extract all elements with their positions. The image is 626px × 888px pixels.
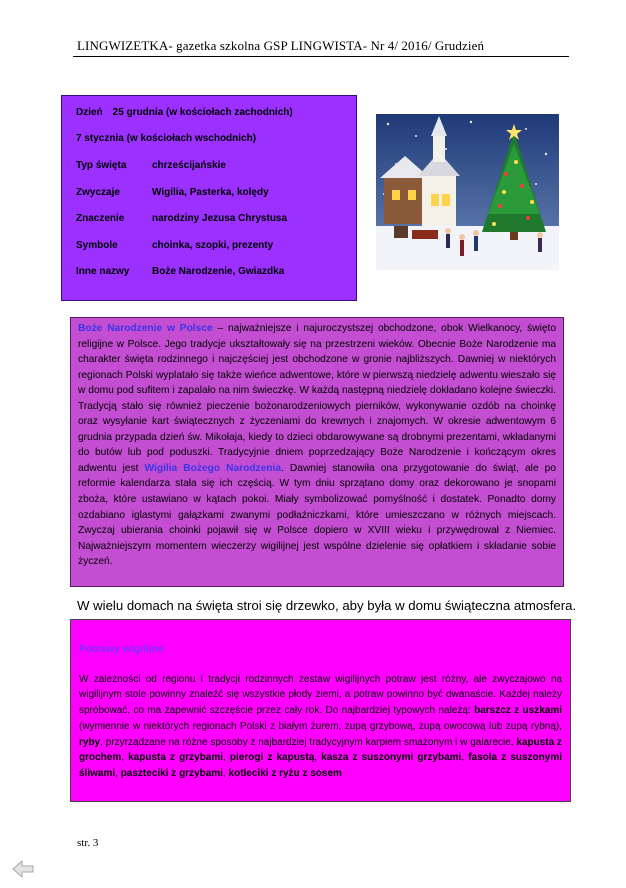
info-value: narodziny Jezusa Chrystusa <box>152 213 288 224</box>
winter-scene-image <box>376 114 559 270</box>
dish-name: barszcz z uszkami <box>474 705 562 717</box>
dish-name: kotleciki z ryżu z sosem <box>228 767 342 779</box>
article-text: W zależności od regionu i tradycji rodzinnych zestaw wigilijnych potraw jest różny, ale zwyczajowo na wigilijnym stole powinny znaleźć się wszystkie płody ziemi, a potraw powinno być dwanaście. Każdej należy spróbować, co ma zapewnić szczęście przez cały rok. Do najbardziej typowych należą: <box>79 673 562 717</box>
dish-name: kasza z suszonymi grzybami <box>321 752 462 764</box>
article-body <box>79 672 562 782</box>
back-arrow-icon-graphic <box>12 860 34 878</box>
separator: , <box>121 752 129 764</box>
info-key: Zwyczaje <box>76 187 120 198</box>
article-christmas-in-poland <box>70 317 564 587</box>
dish-name: kapusta z grochem <box>79 736 563 764</box>
article-heading: Boże Narodzenie w Polsce <box>78 323 213 334</box>
article-highlight: Wigilia Bożego Narodzenia <box>144 462 282 474</box>
separator: , <box>115 767 121 779</box>
article-text: , przyrządzane na różne sposoby z najbardziej tradycyjnym karpiem smażonym i w galarecie, <box>100 736 517 748</box>
article-text: . Dawniej stanowiła ona przygotowanie do świąt, ale po reformie kalendarza stała się ich częścią. W tym dniu sprzątano domy oraz dekorowano je snopami zboża, które ustawiano w kątach pokoi. Miały symbolizować pomyślność i dostatek. Ponadto domy ozdabiano iglastymi gałązkami zwanymi podłaźniczkami, które umieszczano w różnych miejscach. Zwyczaj ubierania choinki pojawił się w Polsce dopiero w XVIII wieku i przywędrował z Niemiec. Najważniejszym momentem wieczerzy wigilijnej jest wspólne dzielenie się opłatkiem i składanie sobie życzeń. <box>78 462 556 568</box>
dish-name: pierogi z kapustą <box>229 752 315 764</box>
info-row-symbols <box>76 240 273 251</box>
separator: , <box>461 752 469 764</box>
info-value: 25 grudnia (w kościołach zachodnich) <box>112 107 293 118</box>
separator: , <box>223 752 230 764</box>
article-title: Potrawy wigilijne <box>79 643 165 655</box>
holiday-infobox <box>61 95 357 301</box>
info-key: Dzień <box>76 107 103 118</box>
article-text: (wymiennie w niektórych regionach Polski z białym żurem, zupą grzybową, zupą owocową lub zupą rybną), <box>79 720 562 732</box>
tree-caption: W wielu domach na święta stroi się drzewko, aby była w domu świąteczna atmosfera. <box>77 598 577 613</box>
page-number: str. 3 <box>77 837 99 849</box>
newsletter-header: LINGWIZETKA- gazetka szkolna GSP LINGWISTA- Nr 4/ 2016/ Grudzień <box>77 38 485 53</box>
header-divider <box>73 56 569 57</box>
info-key: Symbole <box>76 240 118 251</box>
dish-name: ryby <box>79 736 101 748</box>
info-value: 7 stycznia (w kościołach wschodnich) <box>76 133 257 144</box>
info-key: Znaczenie <box>76 213 125 224</box>
dish-name: fasola z suszonymi śliwami <box>79 752 562 779</box>
info-value: Wigilia, Pasterka, kolędy <box>152 187 269 198</box>
info-row-day <box>76 107 293 118</box>
info-key: Inne nazwy <box>76 266 130 277</box>
info-row-day-east <box>76 133 256 144</box>
info-row-type <box>76 160 226 171</box>
article-text: – najważniejsze i najuroczystszej obchodzone, obok Wielkanocy, święto religijne w Polsce. Jego tradycje ukształtowały się na przestrzeni wieków. Obecnie Boże Narodzenie ma charakter święta rodzinnego i najczęściej jest obchodzone w gronie najbliższych. Dawniej w niektórych regionach Polski wyplatało się także wieńce adwentowe, które w pierwszą niedzielę adwentu wieszało się w domu pod sufitem i zapalało na nim świeczkę. W każdą następną niedzielę dokładano kolejne świeczki. Tradycją stało się również pieczenie bożonarodzeniowych pierników, wykonywanie ozdób na choinkę oraz wysyłanie kart świątecznych z życzeniami do krewnych i znajomych. W okresie adwentowym 6 grudnia przypada dzień św. Mikołaja, kiedy to dzieci obdarowywane są drobnymi prezentami, wkładanymi do butów lub pod poduszki. Tradycyjnie dniem poprzedzający Boże Narodzenie i kończącym okres adwentu jest <box>78 323 557 474</box>
info-row-meaning <box>76 213 287 224</box>
christmas-tree-illustration <box>376 114 559 270</box>
info-value: chrześcijańskie <box>152 160 226 171</box>
back-arrow-icon[interactable] <box>12 860 34 878</box>
dish-name: paszteciki z grzybami <box>120 767 223 779</box>
info-key: Typ święta <box>76 160 127 171</box>
article-christmas-eve-dishes <box>70 619 571 802</box>
info-row-customs <box>76 187 269 198</box>
separator: , <box>222 767 229 779</box>
info-value: Boże Narodzenie, Gwiazdka <box>152 266 285 277</box>
info-value: choinka, szopki, prezenty <box>152 240 274 251</box>
info-row-other-names <box>76 266 284 277</box>
dish-name: kapusta z grzybami <box>128 752 224 764</box>
separator: , <box>314 752 322 764</box>
